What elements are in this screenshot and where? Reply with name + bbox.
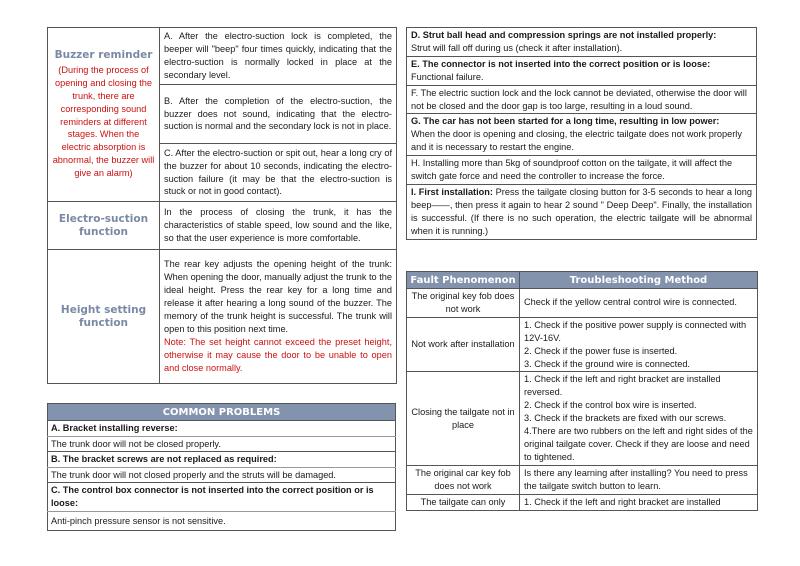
buzzer-item-b: B. After the completion of the electro-suction, the buzzer does not sound, indicating that the electro-suction is normal and the secondary lock is not in place.	[160, 85, 397, 144]
fault-row-2-method-line: 2. Check if the power fuse is inserted.	[524, 345, 678, 356]
buzzer-item-a: A. After the electro-suction lock is completed, the beeper will "beep" four times quickly, indicating that the electro-suction is normally locked in place at the secondary level.	[160, 28, 397, 85]
common-problem-c-question: C. The control box connector is not inserted into the correct position or is loose:	[48, 483, 396, 511]
problem-e-cell	[407, 56, 757, 85]
problem-e-answer: Functional failure.	[411, 71, 484, 82]
fault-row-3-method-line: 3. Check if the brackets are fixed with our screws.	[524, 413, 727, 424]
fault-row-3-method-line: 1. Check if the left and right bracket are installed reversed.	[524, 374, 721, 398]
function-table	[47, 27, 397, 384]
common-problem-a-question: A. Bracket installing reverse:	[48, 421, 396, 437]
electro-suction-text: In the process of closing the trunk, it has the characteristics of stable speed, low sound and the like, so that the user experience is more comfortable.	[160, 202, 397, 250]
fault-row-2-method-line: 3. Check if the ground wire is connected.	[524, 358, 690, 369]
fault-table	[406, 271, 758, 511]
fault-row-2-phenomenon: Not work after installation	[407, 317, 520, 372]
common-problem-c-answer: Anti-pinch pressure sensor is not sensitive.	[48, 511, 396, 531]
fault-row-2-method-line: 1. Check if the positive power supply is connected with 12V-16V.	[524, 319, 747, 343]
fault-row-1-method-line: Check if the yellow central control wire is connected.	[524, 297, 737, 308]
common-problem-b-question: B. The bracket screws are not replaced as required:	[48, 452, 396, 468]
problem-g-question: G. The car has not been started for a long time, resulting in low power:	[411, 116, 720, 127]
fault-row-5-method	[520, 494, 758, 510]
buzzer-reminder-note: (During the process of opening and closing the trunk, there are corresponding sound reminders at different stages. When the electric absorption is abnormal, the buzzer will give an alarm)	[52, 64, 155, 179]
problem-f-text: F. The electric suction lock and the lock cannot be deviated, otherwise the door will not be closed and the door gap is too large, resulting in a loud sound.	[407, 85, 757, 114]
electro-suction-title: Electro-suction function	[48, 202, 160, 250]
fault-row-4-method-line: Is there any learning after installing? You need to press the tailgate switch button to learn.	[524, 467, 748, 491]
height-setting-text: The rear key adjusts the opening height of the trunk: When opening the door, manually adjust the trunk to the ideal height. Press the rear key for a long time and release it after hearing a long sound of the buzzer. The memory of the trunk height is successful. The trunk will open to this position next time.	[164, 259, 392, 334]
problem-d-answer: Strut will fall off during us (check it after installation).	[411, 42, 623, 53]
fault-row-5-phenomenon: The tailgate can only	[407, 494, 520, 510]
fault-row-3-phenomenon: Closing the tailgate not in place	[407, 372, 520, 465]
buzzer-reminder-title: Buzzer reminder	[54, 48, 153, 61]
fault-row-5-method-line: 1. Check if the left and right bracket are installed	[524, 496, 721, 507]
fault-phenomenon-header: Fault Phenomenon	[407, 272, 520, 289]
height-setting-note: Note: The set height cannot exceed the preset height, otherwise it may cause the door to be unable to open and close normally.	[164, 336, 392, 373]
fault-row-4-phenomenon: The original car key fob does not work	[407, 465, 520, 494]
fault-row-3-method	[520, 372, 758, 465]
common-problem-b-answer: The trunk door will not closed properly and the struts will be damaged.	[48, 467, 396, 483]
problem-i-question: I. First installation:	[411, 186, 493, 197]
fault-row-3-method-line: 4.There are two rubbers on the left and right sides of the original tailgate cover. Check if they are loose and need to tightened.	[524, 426, 753, 462]
problem-d-cell	[407, 28, 757, 57]
fault-row-4-method	[520, 465, 758, 494]
buzzer-item-c: C. After the electro-suction or spit out, hear a long cry of the buzzer for about 10 seconds, indicating the electro-suction failure (it may be that the electro-suction is stuck or not in good contact).	[160, 144, 397, 202]
troubleshooting-method-header: Troubleshooting Method	[520, 272, 758, 289]
problem-g-cell	[407, 114, 757, 156]
fault-row-3-method-line: 2. Check if the control box wire is inserted.	[524, 400, 697, 411]
common-problems-header: COMMON PROBLEMS	[48, 404, 396, 421]
fault-row-1-method	[520, 289, 758, 318]
problem-i-answer: Press the tailgate closing button for 3-5 seconds to hear a long beep——, then press it again to hear 2 sound " Deep Deep". Finally, the installation is successful. (If there is no such operation, the electric tailgate will be abnormal when it is running.)	[411, 186, 752, 236]
problem-g-answer: When the door is opening and closing, the electric tailgate does not work properly and it is necessary to restart the engine.	[411, 129, 742, 153]
buzzer-reminder-cell	[48, 28, 160, 202]
common-problem-a-answer: The trunk door will not be closed properly.	[48, 436, 396, 452]
height-setting-cell	[160, 250, 397, 384]
problem-i-cell	[407, 184, 757, 239]
common-problems-table	[47, 403, 396, 531]
height-setting-title: Height setting function	[48, 250, 160, 384]
problem-d-question: D. Strut ball head and compression springs are not installed properly:	[411, 30, 717, 40]
problems-continued-table	[406, 27, 757, 240]
fault-row-1-phenomenon: The original key fob does not work	[407, 289, 520, 318]
problem-h-text: H. Installing more than 5kg of soundproof cotton on the tailgate, it will affect the switch gate force and need the controller to increase the force.	[407, 156, 757, 185]
fault-row-2-method	[520, 317, 758, 372]
problem-e-question: E. The connector is not inserted into the correct position or is loose:	[411, 58, 711, 69]
